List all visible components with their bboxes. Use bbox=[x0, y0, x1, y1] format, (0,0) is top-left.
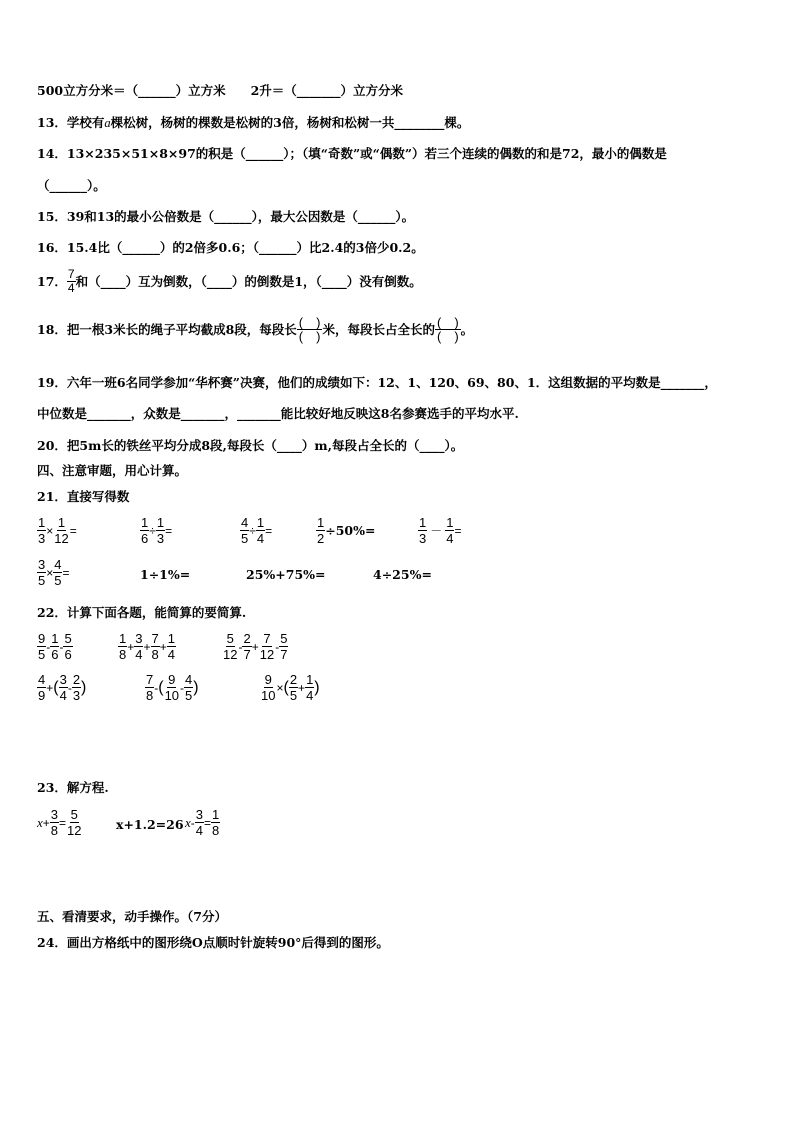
q23a-n2: 5 bbox=[70, 807, 78, 822]
q23a-d1: 8 bbox=[50, 823, 59, 838]
q22-item-e bbox=[145, 672, 199, 703]
q22c-op2: + bbox=[251, 639, 259, 654]
q22a-op2: - bbox=[59, 639, 64, 654]
q23c-minus: - bbox=[190, 815, 195, 830]
q24-line: 24．画出方格纸中的图形绕O点顺时针旋转90°后得到的图形。 bbox=[37, 935, 389, 950]
q21c-n1: 4 bbox=[241, 515, 249, 530]
q17-number: 17． bbox=[37, 273, 67, 289]
q21a-n2: 1 bbox=[57, 515, 66, 530]
q22c-f3n: 7 bbox=[263, 631, 271, 646]
q21c-d1: 5 bbox=[241, 531, 249, 546]
q21f-d1: 5 bbox=[38, 573, 46, 588]
q22-item-c bbox=[222, 631, 288, 662]
q22b-f4n: 1 bbox=[167, 631, 175, 646]
q21-item-h: 25%+75%= bbox=[246, 567, 326, 582]
q13-rest: 棵松树，杨树的棵数是松树的3倍，杨树和松树一共________棵。 bbox=[110, 115, 470, 130]
q14-line-2: （______）。 bbox=[37, 178, 106, 193]
q21-item-c bbox=[240, 515, 272, 546]
q21-item-b bbox=[140, 515, 172, 546]
q21-item-g: 1÷1%= bbox=[140, 567, 191, 582]
q23c-n1: 3 bbox=[195, 807, 204, 822]
q18-prefix: 18．把一根3米长的绳子平均截成8段，每段长 bbox=[37, 321, 297, 337]
q22b-f3n: 7 bbox=[151, 631, 159, 646]
q21c-op: ÷ bbox=[249, 523, 256, 538]
q22-item-a bbox=[37, 631, 73, 662]
q17-fraction bbox=[67, 268, 76, 295]
q23a-d2: 12 bbox=[67, 823, 82, 838]
q21e-n2: 1 bbox=[446, 515, 454, 530]
q22a-f2d: 6 bbox=[51, 647, 59, 662]
q22f-f1n: 9 bbox=[264, 672, 272, 687]
q18-blank-fraction-2 bbox=[435, 316, 461, 343]
q21b-eq: = bbox=[165, 523, 173, 538]
q23c-x: x bbox=[185, 814, 191, 830]
q22c-op3: - bbox=[275, 639, 280, 654]
q22d-lp: ( bbox=[53, 678, 59, 696]
q19-line-1: 19．六年一班6名同学参加“华杯赛”决赛，他们的成绩如下：12、1、120、69、80、1．这组数据的平均数是_______， bbox=[37, 375, 717, 390]
q23-title: 23．解方程. bbox=[37, 780, 109, 795]
q21e-n1: 1 bbox=[419, 515, 427, 530]
q23a-plus: + bbox=[42, 815, 50, 830]
q21e-eq: = bbox=[454, 523, 462, 538]
q19-line-2: 中位数是_______，众数是_______，_______能比较好地反映这8名参赛选手的平均水平. bbox=[37, 406, 519, 421]
q22f-rp: ) bbox=[314, 678, 320, 696]
q21a-n1: 1 bbox=[38, 515, 46, 530]
q22e-f1n: 7 bbox=[146, 672, 154, 687]
q22f-f2d: 5 bbox=[289, 688, 298, 703]
q23c-n2: 1 bbox=[212, 807, 220, 822]
q21d-tail: ÷50%= bbox=[325, 523, 376, 538]
q22-item-d bbox=[37, 672, 86, 703]
q22d-f1n: 4 bbox=[38, 672, 46, 687]
q21-item-a bbox=[37, 515, 77, 546]
q22f-f1d: 10 bbox=[261, 688, 276, 703]
q22f-f2n: 2 bbox=[289, 672, 298, 687]
q23-item-a bbox=[37, 807, 83, 838]
q17-line bbox=[37, 268, 422, 295]
q22a-op1: - bbox=[46, 639, 51, 654]
q22c-f2n: 2 bbox=[243, 631, 251, 646]
q22e-f3n: 4 bbox=[185, 672, 193, 687]
q23-item-b: x+1.2=26 bbox=[116, 817, 184, 832]
q21-item-i: 4÷25%= bbox=[373, 567, 432, 582]
q21b-n1: 1 bbox=[141, 515, 149, 530]
q22c-f1d: 12 bbox=[223, 647, 238, 662]
q22b-op2: + bbox=[143, 639, 151, 654]
q22-title: 22．计算下面各题，能简算的要简算. bbox=[37, 605, 247, 620]
q22d-f2n: 3 bbox=[59, 672, 67, 687]
q21c-eq: = bbox=[265, 523, 273, 538]
q13-variable: a bbox=[104, 116, 111, 130]
q22e-f2d: 10 bbox=[164, 688, 180, 703]
q13-line bbox=[37, 114, 469, 132]
q22a-f1n: 9 bbox=[38, 631, 46, 646]
q21b-op: ÷ bbox=[149, 523, 156, 538]
section-4-heading: 四、注意审题，用心计算。 bbox=[37, 463, 188, 478]
q14-line-1: 14．13×235×51×8×97的积是（______）；（填“奇数”或“偶数”）若三个连续的偶数的和是72，最小的偶数是 bbox=[37, 146, 667, 161]
q22f-op1: × bbox=[276, 680, 284, 695]
q21f-d2: 5 bbox=[54, 573, 62, 588]
q22-item-b bbox=[118, 631, 176, 662]
q22f-f3d: 4 bbox=[306, 688, 314, 703]
q12-line: 500立方分米＝（______）立方米 2升＝（_______）立方分米 bbox=[37, 83, 404, 98]
q22f-f3n: 1 bbox=[306, 672, 314, 687]
q22e-f3d: 5 bbox=[185, 688, 193, 703]
q22a-f3n: 5 bbox=[64, 631, 72, 646]
q23c-d2: 8 bbox=[212, 823, 220, 838]
q21a-op: × bbox=[46, 523, 54, 538]
q23a-n1: 3 bbox=[50, 807, 59, 822]
q13-text: 13．学校有 bbox=[37, 115, 105, 130]
q18-blank-num-2: ( ) bbox=[436, 315, 459, 330]
q22c-f3d: 12 bbox=[259, 647, 275, 662]
q22e-rp: ) bbox=[193, 678, 199, 696]
q22d-f3d: 3 bbox=[72, 688, 81, 703]
q21d-n1: 1 bbox=[317, 515, 325, 530]
q21b-n2: 1 bbox=[156, 515, 165, 530]
q18-line bbox=[37, 316, 473, 343]
q22f-lp: ( bbox=[283, 678, 289, 696]
q22e-op1: - bbox=[154, 680, 159, 695]
q22d-f3n: 2 bbox=[72, 672, 81, 687]
q22d-rp: ) bbox=[81, 678, 87, 696]
q22d-op1: + bbox=[46, 680, 54, 695]
q22c-op1: - bbox=[238, 639, 243, 654]
q22e-lp: ( bbox=[158, 678, 164, 696]
section-5-heading: 五、看清要求，动手操作。（7分） bbox=[37, 909, 227, 924]
q22b-op3: + bbox=[159, 639, 167, 654]
q18-blank-den-1: ( ) bbox=[298, 329, 321, 344]
q18-blank-den-2: ( ) bbox=[436, 329, 459, 344]
q22a-f2n: 1 bbox=[51, 631, 59, 646]
q16-line: 16．15.4比（______）的2倍多0.6；（______）比2.4的3倍少0.2。 bbox=[37, 240, 424, 255]
q21f-n2: 4 bbox=[54, 557, 62, 572]
q17-text: 和（____）互为倒数，（____）的倒数是1，（____）没有倒数。 bbox=[75, 273, 422, 289]
q22f-op2: + bbox=[298, 680, 306, 695]
q22e-f1d: 8 bbox=[146, 688, 154, 703]
q18-blank-num-1: ( ) bbox=[298, 315, 321, 330]
q17-numerator: 7 bbox=[67, 267, 75, 281]
q21b-d2: 3 bbox=[156, 531, 165, 546]
q18-mid: 米，每段长占全长的 bbox=[322, 321, 435, 337]
q23c-eq: = bbox=[204, 815, 212, 830]
q22e-op2: - bbox=[180, 680, 185, 695]
q21d-d1: 2 bbox=[317, 531, 325, 546]
q22c-f1n: 5 bbox=[226, 631, 234, 646]
q15-line: 15．39和13的最小公倍数是（______），最大公因数是（______）。 bbox=[37, 209, 415, 224]
q21a-d1: 3 bbox=[38, 531, 46, 546]
q21f-n1: 3 bbox=[38, 557, 46, 572]
q21f-op: × bbox=[46, 565, 54, 580]
q22b-f1n: 1 bbox=[119, 631, 127, 646]
q21-title: 21．直接写得数 bbox=[37, 489, 130, 504]
q21b-d1: 6 bbox=[141, 531, 149, 546]
q22d-op2: - bbox=[67, 680, 72, 695]
q23a-eq: = bbox=[59, 815, 67, 830]
q22c-f2d: 7 bbox=[243, 647, 251, 662]
q21c-d2: 4 bbox=[256, 531, 265, 546]
q22-item-f bbox=[260, 672, 320, 703]
q22b-f3d: 8 bbox=[151, 647, 159, 662]
q21e-d2: 4 bbox=[446, 531, 454, 546]
q21f-eq: = bbox=[62, 565, 70, 580]
q22d-f1d: 9 bbox=[38, 688, 46, 703]
q22b-f4d: 4 bbox=[167, 647, 175, 662]
q22b-f1d: 8 bbox=[119, 647, 127, 662]
q23-item-c bbox=[185, 807, 220, 838]
q22c-f4d: 7 bbox=[280, 647, 288, 662]
q22b-f2d: 4 bbox=[135, 647, 143, 662]
q21-item-e bbox=[418, 515, 462, 546]
q18-end: 。 bbox=[460, 321, 474, 337]
q22b-f2n: 3 bbox=[135, 631, 143, 646]
q22d-f2d: 4 bbox=[59, 688, 67, 703]
q23a-x: x bbox=[37, 814, 43, 830]
q21-item-f bbox=[37, 557, 70, 588]
q22e-f2n: 9 bbox=[168, 672, 176, 687]
q21e-d1: 3 bbox=[419, 531, 427, 546]
q21c-n2: 1 bbox=[256, 515, 265, 530]
q21a-d2: 12 bbox=[54, 531, 69, 546]
q18-blank-fraction-1 bbox=[297, 316, 323, 343]
q17-denominator: 4 bbox=[67, 281, 75, 295]
q21-item-d bbox=[316, 515, 375, 546]
q22a-f3d: 6 bbox=[64, 647, 72, 662]
q20-line: 20．把5m长的铁丝平均分成8段,每段长（____）m,每段占全长的（____）。 bbox=[37, 438, 464, 453]
q22b-op1: + bbox=[127, 639, 135, 654]
q23c-d1: 4 bbox=[195, 823, 204, 838]
q22c-f4n: 5 bbox=[280, 631, 288, 646]
q22a-f1d: 5 bbox=[38, 647, 46, 662]
q21e-op: － bbox=[430, 524, 443, 538]
q21a-eq: = bbox=[69, 523, 77, 538]
